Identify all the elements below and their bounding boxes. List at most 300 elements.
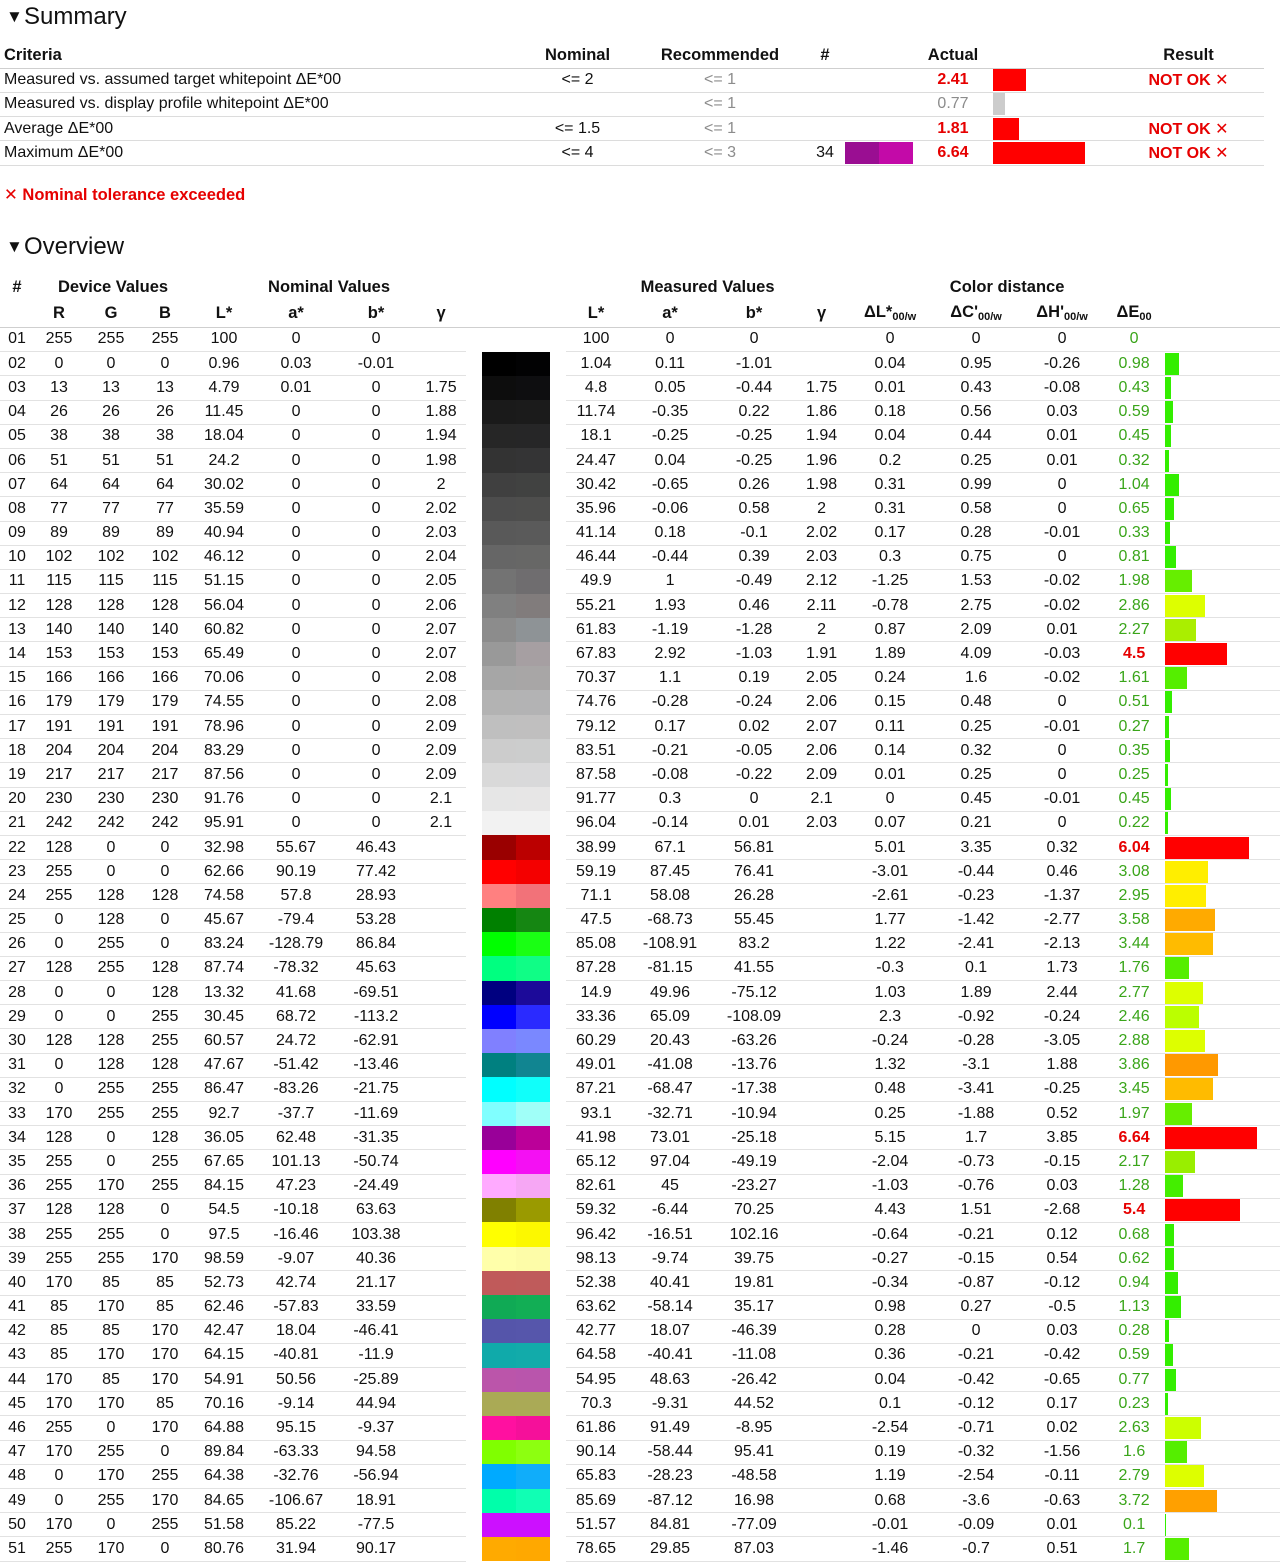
measured-color (516, 569, 550, 593)
delta-h: -0.24 (1021, 1005, 1103, 1029)
measured-l: 59.19 (566, 860, 626, 884)
patch-number: 49 (0, 1489, 34, 1513)
summary-recommended: <= 1 (635, 68, 805, 92)
nominal-a: 0 (256, 811, 336, 835)
nominal-color (482, 932, 516, 956)
measured-gamma: 2.06 (794, 739, 849, 763)
delta-e: 0 (1103, 327, 1165, 352)
summary-delta-bar (993, 93, 1005, 115)
nominal-gamma: 1.98 (416, 448, 466, 472)
device-r: 77 (34, 497, 84, 521)
measured-gamma (794, 1319, 849, 1343)
summary-patch-number (805, 117, 845, 141)
device-g: 170 (84, 1343, 138, 1367)
patch-swatch (482, 932, 550, 956)
device-b: 0 (138, 1198, 192, 1222)
delta-e: 1.13 (1103, 1295, 1165, 1319)
nominal-color (482, 1053, 516, 1077)
measured-a: 67.1 (626, 835, 714, 859)
overview-row (0, 1029, 1280, 1053)
measured-a: -0.06 (626, 497, 714, 521)
device-b: 51 (138, 448, 192, 472)
delta-e-bar (1165, 740, 1170, 762)
delta-c: -0.87 (931, 1271, 1021, 1295)
delta-l: 1.32 (849, 1053, 931, 1077)
delta-e-sub: 00 (1139, 311, 1152, 324)
device-r: 128 (34, 835, 84, 859)
measured-gamma (794, 932, 849, 956)
delta-e-bar (1165, 667, 1187, 689)
device-b: 255 (138, 1464, 192, 1488)
patch-number: 23 (0, 860, 34, 884)
measured-a: 0.17 (626, 715, 714, 739)
nominal-a: -10.18 (256, 1198, 336, 1222)
device-b: 85 (138, 1295, 192, 1319)
nominal-gamma: 2.05 (416, 569, 466, 593)
delta-e: 2.77 (1103, 981, 1165, 1005)
nominal-b: -13.46 (336, 1053, 416, 1077)
device-b: 115 (138, 569, 192, 593)
header-criteria: Criteria (0, 44, 520, 68)
device-g: 85 (84, 1271, 138, 1295)
delta-c: -3.41 (931, 1077, 1021, 1101)
delta-c: 0.99 (931, 473, 1021, 497)
device-r: 102 (34, 545, 84, 569)
measured-b: -0.05 (714, 739, 794, 763)
patch-swatch-cell (466, 981, 566, 1005)
measured-color (516, 835, 550, 859)
nominal-a: 85.22 (256, 1513, 336, 1537)
measured-l: 55.21 (566, 594, 626, 618)
delta-e-bar (1165, 764, 1168, 786)
patch-number: 43 (0, 1343, 34, 1367)
summary-row (0, 117, 1264, 141)
patch-swatch (482, 763, 550, 787)
overview-row (0, 1440, 1280, 1464)
measured-a: -58.14 (626, 1295, 714, 1319)
measured-a: -1.19 (626, 618, 714, 642)
measured-gamma: 1.96 (794, 448, 849, 472)
measured-b: -77.09 (714, 1513, 794, 1537)
device-r: 128 (34, 1126, 84, 1150)
delta-e: 0.23 (1103, 1392, 1165, 1416)
patch-swatch-cell (466, 1198, 566, 1222)
delta-e-bar-cell (1165, 400, 1280, 424)
measured-gamma: 1.98 (794, 473, 849, 497)
delta-e-bar (1165, 812, 1168, 834)
device-b: 38 (138, 424, 192, 448)
nominal-b: -31.35 (336, 1126, 416, 1150)
measured-l: 74.76 (566, 690, 626, 714)
patch-swatch (482, 448, 550, 472)
delta-e-bar (1165, 353, 1179, 375)
nominal-b: -11.9 (336, 1343, 416, 1367)
measured-gamma (794, 1029, 849, 1053)
measured-l: 70.37 (566, 666, 626, 690)
nominal-a: -40.81 (256, 1343, 336, 1367)
patch-swatch-cell (466, 521, 566, 545)
nominal-l: 65.49 (192, 642, 256, 666)
nominal-a: -51.42 (256, 1053, 336, 1077)
delta-e-bar (1165, 788, 1171, 810)
device-r: 38 (34, 424, 84, 448)
measured-l: 63.62 (566, 1295, 626, 1319)
delta-e: 0.32 (1103, 448, 1165, 472)
measured-color (516, 594, 550, 618)
device-g: 77 (84, 497, 138, 521)
delta-h: 0.01 (1021, 1513, 1103, 1537)
delta-h: -0.02 (1021, 594, 1103, 618)
measured-l: 87.58 (566, 763, 626, 787)
nominal-a: 50.56 (256, 1368, 336, 1392)
patch-swatch (482, 424, 550, 448)
measured-b: 44.52 (714, 1392, 794, 1416)
measured-l: 41.98 (566, 1126, 626, 1150)
delta-e-bar (1165, 1369, 1176, 1391)
delta-l: 0.04 (849, 424, 931, 448)
nominal-l: 62.66 (192, 860, 256, 884)
summary-section-toggle[interactable] (6, 2, 127, 32)
patch-swatch-cell (466, 642, 566, 666)
nominal-gamma: 1.88 (416, 400, 466, 424)
measured-color (516, 1295, 550, 1319)
measured-a: 73.01 (626, 1126, 714, 1150)
measured-l: 71.1 (566, 884, 626, 908)
delta-c: 1.53 (931, 569, 1021, 593)
delta-l-sub: 00/w (892, 311, 917, 324)
delta-e-bar-cell (1165, 1053, 1280, 1077)
measured-a: 0 (626, 327, 714, 352)
measured-color (516, 1464, 550, 1488)
measured-a: -58.44 (626, 1440, 714, 1464)
device-g: 38 (84, 424, 138, 448)
sub-header-g: G (84, 300, 138, 327)
device-b: 128 (138, 594, 192, 618)
overview-row (0, 1053, 1280, 1077)
measured-color (516, 1319, 550, 1343)
delta-e-bar (1165, 1296, 1181, 1318)
measured-b: 95.41 (714, 1440, 794, 1464)
delta-l: 0.2 (849, 448, 931, 472)
nominal-b: 0 (336, 400, 416, 424)
overview-row (0, 1005, 1280, 1029)
device-b: 77 (138, 497, 192, 521)
delta-e: 0.68 (1103, 1222, 1165, 1246)
overview-row (0, 1368, 1280, 1392)
delta-e-bar-cell (1165, 1416, 1280, 1440)
measured-a: 18.07 (626, 1319, 714, 1343)
sub-header-empty (0, 300, 34, 327)
nominal-color (482, 424, 516, 448)
patch-number: 36 (0, 1174, 34, 1198)
overview-row (0, 1198, 1280, 1222)
measured-color (516, 400, 550, 424)
patch-swatch-cell (466, 1150, 566, 1174)
measured-gamma: 2 (794, 618, 849, 642)
nominal-b: 0 (336, 569, 416, 593)
delta-h: -0.12 (1021, 1271, 1103, 1295)
nominal-b: 90.17 (336, 1537, 416, 1561)
patch-swatch-cell (466, 1392, 566, 1416)
measured-a: 49.96 (626, 981, 714, 1005)
nominal-a: 41.68 (256, 981, 336, 1005)
device-g: 102 (84, 545, 138, 569)
patch-number: 39 (0, 1247, 34, 1271)
nominal-b: 0 (336, 376, 416, 400)
delta-e-bar (1165, 643, 1227, 665)
measured-b: 0.39 (714, 545, 794, 569)
device-b: 128 (138, 884, 192, 908)
nominal-color (482, 1513, 516, 1537)
delta-c: -3.1 (931, 1053, 1021, 1077)
overview-section-toggle[interactable] (6, 232, 124, 262)
nominal-l: 45.67 (192, 908, 256, 932)
delta-l: 0.17 (849, 521, 931, 545)
delta-c: -1.42 (931, 908, 1021, 932)
delta-e: 2.95 (1103, 884, 1165, 908)
patch-swatch-cell (466, 1416, 566, 1440)
delta-e: 1.97 (1103, 1102, 1165, 1126)
device-r: 255 (34, 1247, 84, 1271)
patch-swatch (482, 835, 550, 859)
measured-gamma: 2.11 (794, 594, 849, 618)
nominal-gamma (416, 1295, 466, 1319)
measured-b: -1.03 (714, 642, 794, 666)
delta-c: -0.71 (931, 1416, 1021, 1440)
measured-gamma (794, 1440, 849, 1464)
nominal-gamma (416, 1247, 466, 1271)
measured-b: -25.18 (714, 1126, 794, 1150)
delta-e: 3.58 (1103, 908, 1165, 932)
delta-e: 0.33 (1103, 521, 1165, 545)
delta-e-bar (1165, 425, 1171, 447)
measured-gamma (794, 1126, 849, 1150)
measured-gamma (794, 835, 849, 859)
delta-e: 0.59 (1103, 400, 1165, 424)
delta-e-bar (1165, 1490, 1217, 1512)
measured-gamma (794, 1222, 849, 1246)
delta-e: 0.22 (1103, 811, 1165, 835)
nominal-b: 28.93 (336, 884, 416, 908)
delta-h: 0.03 (1021, 1174, 1103, 1198)
nominal-gamma (416, 1029, 466, 1053)
nominal-l: 52.73 (192, 1271, 256, 1295)
sub-header-swatch (466, 300, 566, 327)
measured-gamma: 2.03 (794, 545, 849, 569)
delta-c: -0.32 (931, 1440, 1021, 1464)
nominal-b: 77.42 (336, 860, 416, 884)
device-b: 242 (138, 811, 192, 835)
measured-color (516, 642, 550, 666)
delta-h: 0 (1021, 739, 1103, 763)
nominal-l: 11.45 (192, 400, 256, 424)
patch-swatch-cell (466, 1126, 566, 1150)
device-b: 102 (138, 545, 192, 569)
measured-color (516, 545, 550, 569)
patch-number: 45 (0, 1392, 34, 1416)
patch-number: 01 (0, 327, 34, 352)
nominal-l: 78.96 (192, 715, 256, 739)
patch-number: 04 (0, 400, 34, 424)
measured-a: 29.85 (626, 1537, 714, 1561)
delta-l: 0.48 (849, 1077, 931, 1101)
patch-swatch-cell (466, 400, 566, 424)
nominal-gamma (416, 884, 466, 908)
nominal-l: 70.16 (192, 1392, 256, 1416)
delta-h: -0.63 (1021, 1489, 1103, 1513)
overview-row (0, 1392, 1280, 1416)
device-b: 0 (138, 352, 192, 376)
delta-h-sub: 00/w (1064, 311, 1088, 324)
overview-row (0, 860, 1280, 884)
nominal-l: 51.58 (192, 1513, 256, 1537)
measured-b: 0.02 (714, 715, 794, 739)
overview-row (0, 1077, 1280, 1101)
measured-color (516, 1005, 550, 1029)
delta-e-bar-cell (1165, 932, 1280, 956)
patch-swatch-cell (466, 594, 566, 618)
device-r: 153 (34, 642, 84, 666)
summary-actual: 6.64 (913, 141, 993, 165)
nominal-color (482, 473, 516, 497)
patch-swatch (482, 860, 550, 884)
device-b: 85 (138, 1392, 192, 1416)
delta-l: 0.31 (849, 473, 931, 497)
summary-bar-cell (993, 117, 1113, 141)
delta-h: 0.46 (1021, 860, 1103, 884)
device-r: 179 (34, 690, 84, 714)
nominal-a: -9.14 (256, 1392, 336, 1416)
measured-l: 96.42 (566, 1222, 626, 1246)
patch-swatch (482, 376, 550, 400)
delta-e-bar-cell (1165, 1150, 1280, 1174)
measured-color (516, 1513, 550, 1537)
summary-swatch-cell (845, 92, 913, 116)
patch-swatch (482, 1198, 550, 1222)
device-g: 170 (84, 1392, 138, 1416)
nominal-a: 0 (256, 424, 336, 448)
header-color-distance: Color distance (949, 277, 1065, 296)
delta-h: -0.03 (1021, 642, 1103, 666)
overview-row (0, 594, 1280, 618)
measured-a: -0.14 (626, 811, 714, 835)
nominal-b: 0 (336, 448, 416, 472)
delta-l: 0.31 (849, 497, 931, 521)
nominal-a: -79.4 (256, 908, 336, 932)
measured-l: 96.04 (566, 811, 626, 835)
device-r: 170 (34, 1271, 84, 1295)
nominal-color (482, 1174, 516, 1198)
nominal-l: 84.15 (192, 1174, 256, 1198)
measured-gamma (794, 1537, 849, 1561)
measured-a: -87.12 (626, 1489, 714, 1513)
nominal-l: 89.84 (192, 1440, 256, 1464)
delta-e-bar-cell (1165, 1513, 1280, 1537)
measured-color (516, 1150, 550, 1174)
delta-c: 4.09 (931, 642, 1021, 666)
patch-swatch (482, 1247, 550, 1271)
nominal-gamma: 2.09 (416, 715, 466, 739)
device-r: 0 (34, 981, 84, 1005)
device-g: 85 (84, 1319, 138, 1343)
nominal-a: -78.32 (256, 956, 336, 980)
delta-c: 0.95 (931, 352, 1021, 376)
device-r: 230 (34, 787, 84, 811)
nominal-color (482, 545, 516, 569)
measured-gamma (794, 1102, 849, 1126)
patch-swatch-cell (466, 545, 566, 569)
nominal-b: -69.51 (336, 981, 416, 1005)
nominal-color (482, 666, 516, 690)
measured-l: 46.44 (566, 545, 626, 569)
delta-e: 2.79 (1103, 1464, 1165, 1488)
overview-row (0, 521, 1280, 545)
nominal-l: 32.98 (192, 835, 256, 859)
device-r: 0 (34, 1464, 84, 1488)
delta-e-label: ΔE (1116, 303, 1140, 322)
header-spacer (1165, 274, 1280, 300)
patch-swatch (482, 908, 550, 932)
collapse-triangle-icon: ▼ (6, 7, 23, 26)
measured-l: 85.69 (566, 1489, 626, 1513)
patch-swatch (482, 1295, 550, 1319)
delta-h: -1.56 (1021, 1440, 1103, 1464)
delta-l: 0 (849, 327, 931, 352)
delta-l: -2.54 (849, 1416, 931, 1440)
device-r: 255 (34, 884, 84, 908)
nominal-gamma (416, 860, 466, 884)
overview-row (0, 1319, 1280, 1343)
measured-color (516, 884, 550, 908)
delta-h: 1.73 (1021, 956, 1103, 980)
nominal-color (482, 1489, 516, 1513)
patch-number: 05 (0, 424, 34, 448)
measured-b: 70.25 (714, 1198, 794, 1222)
delta-e-bar-cell (1165, 448, 1280, 472)
delta-l: 4.43 (849, 1198, 931, 1222)
overview-row (0, 352, 1280, 376)
delta-c: 0 (931, 327, 1021, 352)
device-r: 85 (34, 1343, 84, 1367)
header-device-values: Device Values (57, 277, 169, 296)
device-b: 0 (138, 1222, 192, 1246)
measured-b: 0 (714, 327, 794, 352)
patch-swatch (482, 618, 550, 642)
delta-l: -2.61 (849, 884, 931, 908)
measured-l: 11.74 (566, 400, 626, 424)
nominal-l: 83.29 (192, 739, 256, 763)
nominal-gamma (416, 1077, 466, 1101)
overview-row (0, 1174, 1280, 1198)
patch-swatch-cell (466, 1295, 566, 1319)
nominal-l: 13.32 (192, 981, 256, 1005)
delta-e: 3.45 (1103, 1077, 1165, 1101)
summary-result: NOT OK ✕ (1113, 141, 1264, 165)
delta-e: 0.1 (1103, 1513, 1165, 1537)
delta-e: 6.04 (1103, 835, 1165, 859)
overview-row (0, 1222, 1280, 1246)
patch-swatch (482, 1368, 550, 1392)
nominal-a: 42.74 (256, 1271, 336, 1295)
measured-l: 38.99 (566, 835, 626, 859)
measured-b: 0.26 (714, 473, 794, 497)
nominal-l: 24.2 (192, 448, 256, 472)
nominal-color (482, 642, 516, 666)
nominal-b: -0.01 (336, 352, 416, 376)
header-nominal: Nominal (520, 44, 635, 68)
nominal-color (482, 1343, 516, 1367)
nominal-color (482, 1271, 516, 1295)
